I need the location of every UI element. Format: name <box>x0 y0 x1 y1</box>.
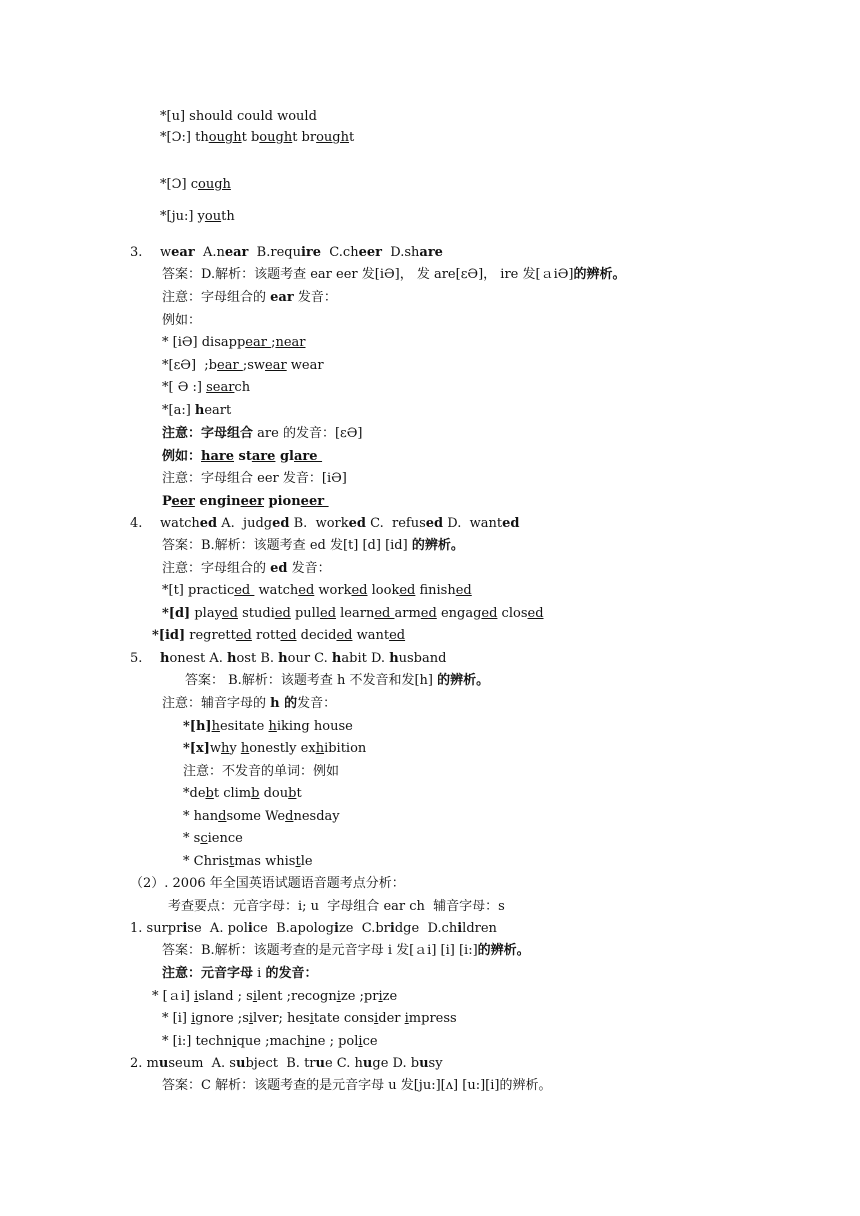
text-segment: C.ch <box>321 245 359 260</box>
text-segment: i <box>182 921 188 936</box>
text-segment: 的辨析。 <box>573 267 626 282</box>
text-segment: 答案：C 解析：该题考查的是元音字母 u 发[ju:][ʌ] [u:][i]的辨析。 <box>162 1078 552 1093</box>
text-segment: ch <box>234 380 251 395</box>
text-segment: ibition <box>324 741 367 756</box>
text-segment: h <box>227 651 237 666</box>
text-segment: ed <box>221 606 238 621</box>
text-segment: tate cons <box>313 1011 375 1026</box>
text-segment: b <box>251 786 260 801</box>
text-segment: st <box>238 449 252 464</box>
text-line <box>162 289 337 307</box>
text-segment: *[Ɔ] c <box>160 177 199 192</box>
text-segment: 1. surpr <box>130 921 183 936</box>
text-segment: near <box>275 335 306 350</box>
text-segment: eer <box>358 245 382 260</box>
text-segment: ear <box>171 245 195 260</box>
text-segment: se A. pol <box>187 921 248 936</box>
text-segment: ce <box>362 1034 378 1049</box>
text-segment: y <box>229 741 241 756</box>
text-segment: gl <box>275 449 294 464</box>
text-segment: are <box>419 245 443 260</box>
text-segment: seum A. s <box>168 1056 236 1071</box>
text-segment: sear <box>206 380 235 395</box>
text-segment: P <box>162 494 172 509</box>
text-segment: studi <box>237 606 275 621</box>
text-segment: b <box>205 786 214 801</box>
text-segment: 的辨析。 <box>437 673 490 688</box>
text-segment: iking house <box>276 719 353 734</box>
text-segment: ed <box>348 516 366 531</box>
text-segment: h <box>160 651 170 666</box>
text-segment: *[t] practic <box>162 583 235 598</box>
text-segment: ed <box>298 583 315 598</box>
text-segment: h 的 <box>270 696 298 711</box>
text-segment: t <box>296 786 302 801</box>
text-segment: ear <box>217 358 243 373</box>
text-segment: 2. m <box>130 1056 159 1071</box>
text-segment: are 的发音：[εƏ] <box>253 426 363 441</box>
text-segment: hare <box>201 449 235 464</box>
text-line <box>162 402 231 420</box>
text-segment: ed <box>199 516 218 531</box>
text-segment: ze C.br <box>338 921 390 936</box>
text-segment: der <box>378 1011 405 1026</box>
text-line <box>168 898 505 916</box>
text-segment: ;sw <box>242 358 265 373</box>
text-segment: 注意：字母组合的 <box>162 290 271 305</box>
text-segment: ough <box>208 130 242 145</box>
text-segment: ed <box>425 516 444 531</box>
text-line <box>162 266 625 284</box>
text-line <box>130 515 520 533</box>
text-segment: our C. <box>287 651 332 666</box>
text-segment: A. judg <box>217 516 273 531</box>
text-segment: *[x] <box>183 741 210 756</box>
text-segment: engag <box>436 606 482 621</box>
text-segment: B. work <box>289 516 349 531</box>
text-segment: u <box>315 1056 325 1071</box>
text-segment: mas whis <box>234 854 296 869</box>
text-segment: lver; hes <box>253 1011 310 1026</box>
text-segment: h <box>211 719 220 734</box>
text-segment: h <box>240 741 250 756</box>
text-segment: gnore ;s <box>195 1011 249 1026</box>
text-segment: * [i] <box>162 1011 192 1026</box>
text-segment: watch <box>160 516 200 531</box>
text-line <box>183 740 366 758</box>
text-segment: usband <box>398 651 447 666</box>
text-segment: rott <box>251 628 281 643</box>
text-segment: 注意：字母组合 <box>162 426 254 441</box>
text-line <box>162 605 544 623</box>
item-number: 4. <box>130 516 143 531</box>
text-segment: 的发音： <box>265 966 318 981</box>
text-segment: *[d] <box>162 606 191 621</box>
text-segment: i <box>457 921 463 936</box>
text-segment: i <box>378 989 383 1004</box>
text-segment: d <box>218 809 227 824</box>
text-segment: 注意：元音字母 <box>162 966 254 981</box>
text-segment: 考查要点：元音字母：i; u 字母组合 ear ch 辅音字母：s <box>168 899 505 914</box>
text-segment: e C. h <box>324 1056 363 1071</box>
text-segment: *[a:] <box>162 403 195 418</box>
text-segment: ience <box>207 831 243 846</box>
text-segment: eer <box>300 494 329 509</box>
text-segment: i <box>309 1011 314 1026</box>
text-segment: onest A. <box>169 651 228 666</box>
text-segment: th <box>221 209 235 224</box>
text-segment: A.n <box>194 245 225 260</box>
text-segment: ough <box>198 177 231 192</box>
text-line <box>162 379 250 397</box>
text-segment: C. refus <box>366 516 426 531</box>
text-line <box>162 695 336 713</box>
text-segment: ; <box>271 335 276 350</box>
text-segment: i <box>191 1011 196 1026</box>
text-segment: work <box>314 583 352 598</box>
text-segment: onestly ex <box>249 741 316 756</box>
text-segment: d <box>285 809 294 824</box>
text-line <box>130 1055 443 1073</box>
text-segment: B.requ <box>248 245 301 260</box>
text-segment: * han <box>183 809 219 824</box>
text-segment: play <box>190 606 222 621</box>
text-segment: regrett <box>185 628 236 643</box>
text-segment: h <box>331 651 342 666</box>
text-segment: mpress <box>408 1011 457 1026</box>
text-segment: are <box>251 449 276 464</box>
text-segment: i <box>247 921 253 936</box>
text-segment: 答案：B.解析：该题考查的是元音字母 i 发[ａi] [i] [i:] <box>162 943 478 958</box>
text-segment: pion <box>263 494 301 509</box>
text-segment: ed <box>399 583 416 598</box>
text-segment: u <box>419 1056 429 1071</box>
text-segment: 答案： B.解析：该题考查 h 不发音和发[h] <box>185 673 438 688</box>
text-segment: h <box>389 651 399 666</box>
text-line <box>162 942 530 960</box>
text-line <box>162 312 201 330</box>
text-line <box>162 560 331 578</box>
text-segment: 发音： <box>297 696 337 711</box>
text-segment: 注意：字母组合的 <box>162 561 271 576</box>
text-line <box>162 1010 457 1028</box>
text-segment: sy <box>428 1056 443 1071</box>
text-segment: u <box>362 1056 373 1071</box>
text-segment: t <box>229 854 235 869</box>
text-segment: bject B. tr <box>245 1056 316 1071</box>
text-segment: i <box>404 1011 409 1026</box>
text-segment: h <box>315 741 325 756</box>
text-segment: sland ; s <box>198 989 253 1004</box>
text-segment: *[h] <box>183 719 212 734</box>
text-line <box>162 1033 378 1051</box>
text-segment: ough <box>259 130 293 145</box>
item-number: 5. <box>130 651 143 666</box>
text-segment: ed <box>455 583 472 598</box>
text-line <box>162 537 464 555</box>
text-line <box>162 425 362 443</box>
text-segment: w <box>160 245 172 260</box>
text-line <box>160 176 231 194</box>
text-line <box>152 627 405 645</box>
text-line <box>162 965 317 983</box>
text-segment: ed <box>389 628 406 643</box>
text-segment: u <box>235 1056 246 1071</box>
text-segment: *de <box>183 786 206 801</box>
text-line <box>183 763 339 781</box>
text-segment: 答案：B.解析：该题考查 ed 发[t] [d] [id] <box>162 538 412 553</box>
text-segment: i <box>248 1011 254 1026</box>
text-line <box>162 1077 551 1095</box>
text-segment: 的辨析。 <box>477 943 530 958</box>
text-segment: ldren <box>462 921 497 936</box>
text-segment: （2）. 2006 年全国英语试题语音题考点分析： <box>130 876 405 891</box>
text-segment: learn <box>336 606 375 621</box>
text-segment: * Chris <box>183 854 229 869</box>
text-segment: t clim <box>213 786 252 801</box>
text-line <box>183 853 313 871</box>
text-segment: * s <box>183 831 201 846</box>
text-segment: * [i:] techn <box>162 1034 233 1049</box>
text-segment: ear <box>245 335 272 350</box>
text-segment: ed <box>420 606 437 621</box>
text-segment: 发音： <box>287 561 331 576</box>
text-segment: finish <box>415 583 456 598</box>
text-line <box>130 244 443 262</box>
text-segment: ire <box>300 245 322 260</box>
text-segment: ed <box>481 606 498 621</box>
text-segment: ce B.apolog <box>252 921 334 936</box>
text-segment: i <box>252 989 258 1004</box>
text-segment: ed <box>274 606 291 621</box>
text-segment: h <box>221 741 230 756</box>
text-segment: i <box>253 966 266 981</box>
text-segment: i <box>374 1011 379 1026</box>
text-segment: u <box>158 1056 169 1071</box>
text-line <box>162 493 329 511</box>
text-segment: i <box>194 989 199 1004</box>
text-segment: ed <box>374 606 395 621</box>
text-line <box>162 470 347 488</box>
text-line <box>162 448 322 466</box>
text-segment: ze <box>382 989 398 1004</box>
text-segment: 注意：辅音字母的 <box>162 696 271 711</box>
text-segment: t <box>349 130 355 145</box>
text-line <box>183 830 243 848</box>
text-segment: i <box>333 921 339 936</box>
item-number: 3. <box>130 245 143 260</box>
text-segment: i <box>232 1034 237 1049</box>
text-segment: some We <box>226 809 286 824</box>
text-segment: c <box>200 831 208 846</box>
text-segment: 答案：D.解析：该题考查 ear eer 发[iƏ]， 发 are[εƏ]， ire 发[ａiƏ] <box>162 267 574 282</box>
text-segment: decid <box>296 628 337 643</box>
text-segment: clos <box>497 606 528 621</box>
text-segment: ze ;pr <box>340 989 379 1004</box>
text-segment: i <box>389 921 395 936</box>
text-segment: want <box>352 628 390 643</box>
text-segment: watch <box>254 583 299 598</box>
text-segment: lent ;recogn <box>257 989 337 1004</box>
text-segment: *[u] should could would <box>160 109 317 124</box>
text-segment: look <box>367 583 400 598</box>
text-line <box>162 357 324 375</box>
text-segment: que ;mach <box>236 1034 306 1049</box>
text-segment: ear <box>270 290 294 305</box>
text-segment: *[ju:] y <box>160 209 205 224</box>
text-segment: t <box>295 854 301 869</box>
text-line <box>185 672 489 690</box>
text-segment: 注意：不发音的单词：例如 <box>183 764 340 779</box>
text-segment: h <box>278 651 288 666</box>
text-segment: ed <box>280 628 297 643</box>
text-line <box>183 808 340 826</box>
text-segment: 例如： <box>162 313 202 328</box>
text-segment: ge D. b <box>372 1056 420 1071</box>
text-segment: eer <box>171 494 195 509</box>
text-segment: ear <box>265 358 287 373</box>
text-segment: 发音： <box>293 290 337 305</box>
text-segment: ed <box>502 516 520 531</box>
text-segment: 的辨析。 <box>411 538 464 553</box>
text-line <box>183 718 353 736</box>
text-segment: arm <box>394 606 421 621</box>
text-segment: nesday <box>293 809 340 824</box>
text-line <box>130 875 405 893</box>
text-segment: eart <box>204 403 232 418</box>
text-line <box>130 650 446 668</box>
text-line <box>160 208 235 226</box>
text-line <box>162 582 472 600</box>
text-segment: ed <box>320 606 337 621</box>
text-line <box>160 129 354 147</box>
text-line <box>130 920 497 938</box>
text-segment: *[ Ə :] <box>162 380 207 395</box>
text-segment: i <box>336 989 341 1004</box>
text-segment: ed <box>351 583 368 598</box>
text-segment: are <box>293 449 323 464</box>
text-segment: * [ａi] <box>152 989 195 1004</box>
text-segment: eer <box>240 494 264 509</box>
text-segment: dge D.ch <box>394 921 458 936</box>
text-segment: t b <box>241 130 260 145</box>
text-segment: i <box>305 1034 310 1049</box>
text-segment: w <box>209 741 221 756</box>
text-segment: ed <box>336 628 353 643</box>
text-segment: le <box>300 854 313 869</box>
text-segment: ed <box>234 583 255 598</box>
text-segment: i <box>358 1034 363 1049</box>
text-segment: *[εƏ] ;b <box>162 358 218 373</box>
text-segment: ou <box>204 209 222 224</box>
text-segment: ear <box>224 245 249 260</box>
text-segment: ost B. <box>236 651 279 666</box>
text-segment: 例如： <box>162 449 202 464</box>
text-segment: h <box>268 719 277 734</box>
text-segment: ne ; pol <box>309 1034 359 1049</box>
text-segment: engin <box>194 494 241 509</box>
text-segment: abit D. <box>341 651 390 666</box>
text-segment: t br <box>292 130 317 145</box>
text-segment: wear <box>286 358 324 373</box>
text-segment: 注意：字母组合 eer 发音：[iƏ] <box>162 471 347 486</box>
text-segment: esitate <box>219 719 269 734</box>
text-line <box>152 988 397 1006</box>
text-segment: ough <box>316 130 350 145</box>
text-segment: b <box>288 786 297 801</box>
text-segment: ed <box>270 561 288 576</box>
text-segment: D.sh <box>381 245 420 260</box>
text-segment: ed <box>272 516 290 531</box>
text-segment: dou <box>259 786 289 801</box>
text-segment: *[Ɔ:] th <box>160 130 209 145</box>
text-segment: h <box>194 403 205 418</box>
text-line <box>183 785 302 803</box>
text-segment: *[id] <box>152 628 186 643</box>
text-segment: pull <box>290 606 320 621</box>
text-line <box>162 334 306 352</box>
text-segment: D. want <box>443 516 503 531</box>
text-line <box>160 108 317 126</box>
text-segment: * [iƏ] disapp <box>162 335 246 350</box>
text-segment: ed <box>527 606 544 621</box>
text-segment: ed <box>235 628 252 643</box>
